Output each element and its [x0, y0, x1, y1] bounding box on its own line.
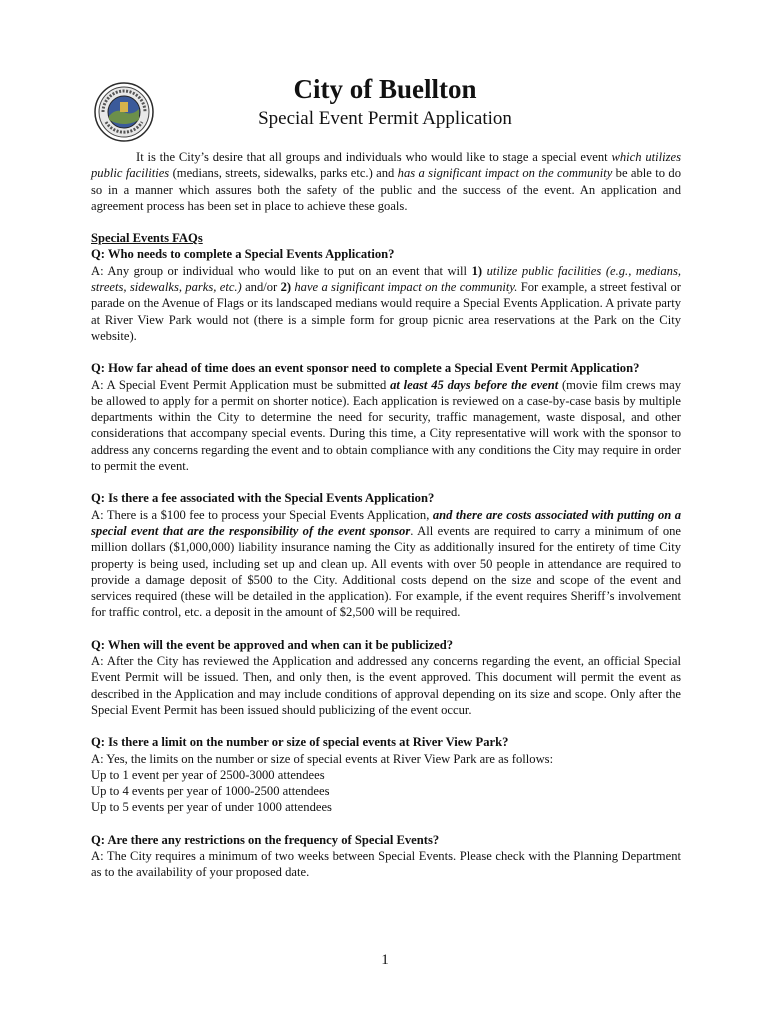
limit-line: Up to 5 events per year of under 1000 attendees	[91, 800, 332, 815]
faq-item-3	[91, 490, 681, 620]
limit-line: Up to 1 event per year of 2500-3000 attendees	[91, 767, 325, 782]
faq-item-4	[91, 637, 681, 718]
page-title: City of Buellton	[293, 74, 477, 104]
faq-heading: Special Events FAQs	[91, 231, 203, 246]
faq-item-2	[91, 360, 681, 474]
faq-answer: A: A Special Event Permit Application must be submitted at least 45 days before the event (movie film crews may be allowed to apply for a permit on shorter notice). Each application is reviewed on a case-by-case basis by multiple departments within the City to determine the need for security, traffic management, waste disposal, and other considerations that accompany special events. During this time, a City representative will work with the sponsor to address any concerns regarding the event and to obtain compliance with any conditions the City may require in order to permit the event.	[91, 377, 681, 474]
faq-question: Q: Who needs to complete a Special Events Application?	[91, 247, 395, 262]
faq-answer: A: Yes, the limits on the number or size of special events at River View Park are as follows:	[91, 751, 554, 766]
limit-line: Up to 4 events per year of 1000-2500 attendees	[91, 784, 330, 799]
document-body	[91, 149, 681, 881]
faq-answer: A: After the City has reviewed the Application and addressed any concerns regarding the event, an official Special Event Permit will be issued. Then, and only then, is the event approved. This document will permit the event as described in the Application and may include conditions of approval depending on its size and scope. Only after the Special Event Permit has been issued should publicizing of the event occur.	[91, 654, 681, 717]
faq-question: Q: Are there any restrictions on the frequency of Special Events?	[91, 832, 440, 847]
page-number: 1	[381, 952, 389, 968]
faq-question: Q: Is there a limit on the number or size of special events at River View Park?	[91, 735, 509, 750]
faq-question: Q: Is there a fee associated with the Special Events Application?	[91, 491, 435, 506]
faq-answer: A: Any group or individual who would like to put on an event that will 1) utilize public facilities (e.g., medians, streets, sidewalks, parks, etc.) and/or 2) have a significant impact on the community. For example, a street festival or parade on the Avenue of Flags or its landscaped medians would require a Special Events Application. A private party at River View Park would not (there is a simple form for group picnic area reservations at the Park on the City website).	[91, 263, 682, 343]
faq-question: Q: How far ahead of time does an event sponsor need to complete a Special Event Permit Application?	[91, 361, 640, 376]
intro-paragraph: It is the City’s desire that all groups and individuals who would like to stage a special event which utilizes public facilities (medians, streets, sidewalks, parks etc.) and has a significant impact on the community be able to do so in a manner which assures both the safety of the public and the success of the event. An application and agreement process has been set in place to achieve these goals.	[91, 150, 681, 213]
faq-answer: A: The City requires a minimum of two weeks between Special Events. Please check with the Planning Department as to the availability of your proposed date.	[91, 848, 681, 880]
page-subtitle: Special Event Permit Application	[258, 108, 512, 129]
faq-item-1	[91, 246, 681, 344]
faq-question: Q: When will the event be approved and when can it be publicized?	[91, 637, 453, 652]
faq-item-5	[91, 734, 681, 815]
faq-item-6	[91, 832, 681, 881]
faq-answer: A: There is a $100 fee to process your Special Events Application, and there are costs associated with putting on a special event that are the responsibility of the event sponsor. All events are required to carry a minimum of one million dollars ($1,000,000) liability insurance naming the City as additionally insured for the entirety of time City property is being used, including set up and clean up. All events with over 50 people in attendance are required to provide a damage deposit of $500 to the City. Additional costs depend on the size and scope of the event and services required (these will be detailed in the application). For example, if the event requires Sheriff’s involvement for traffic control, etc. a deposit in the amount of $2,500 will be required.	[91, 507, 682, 620]
